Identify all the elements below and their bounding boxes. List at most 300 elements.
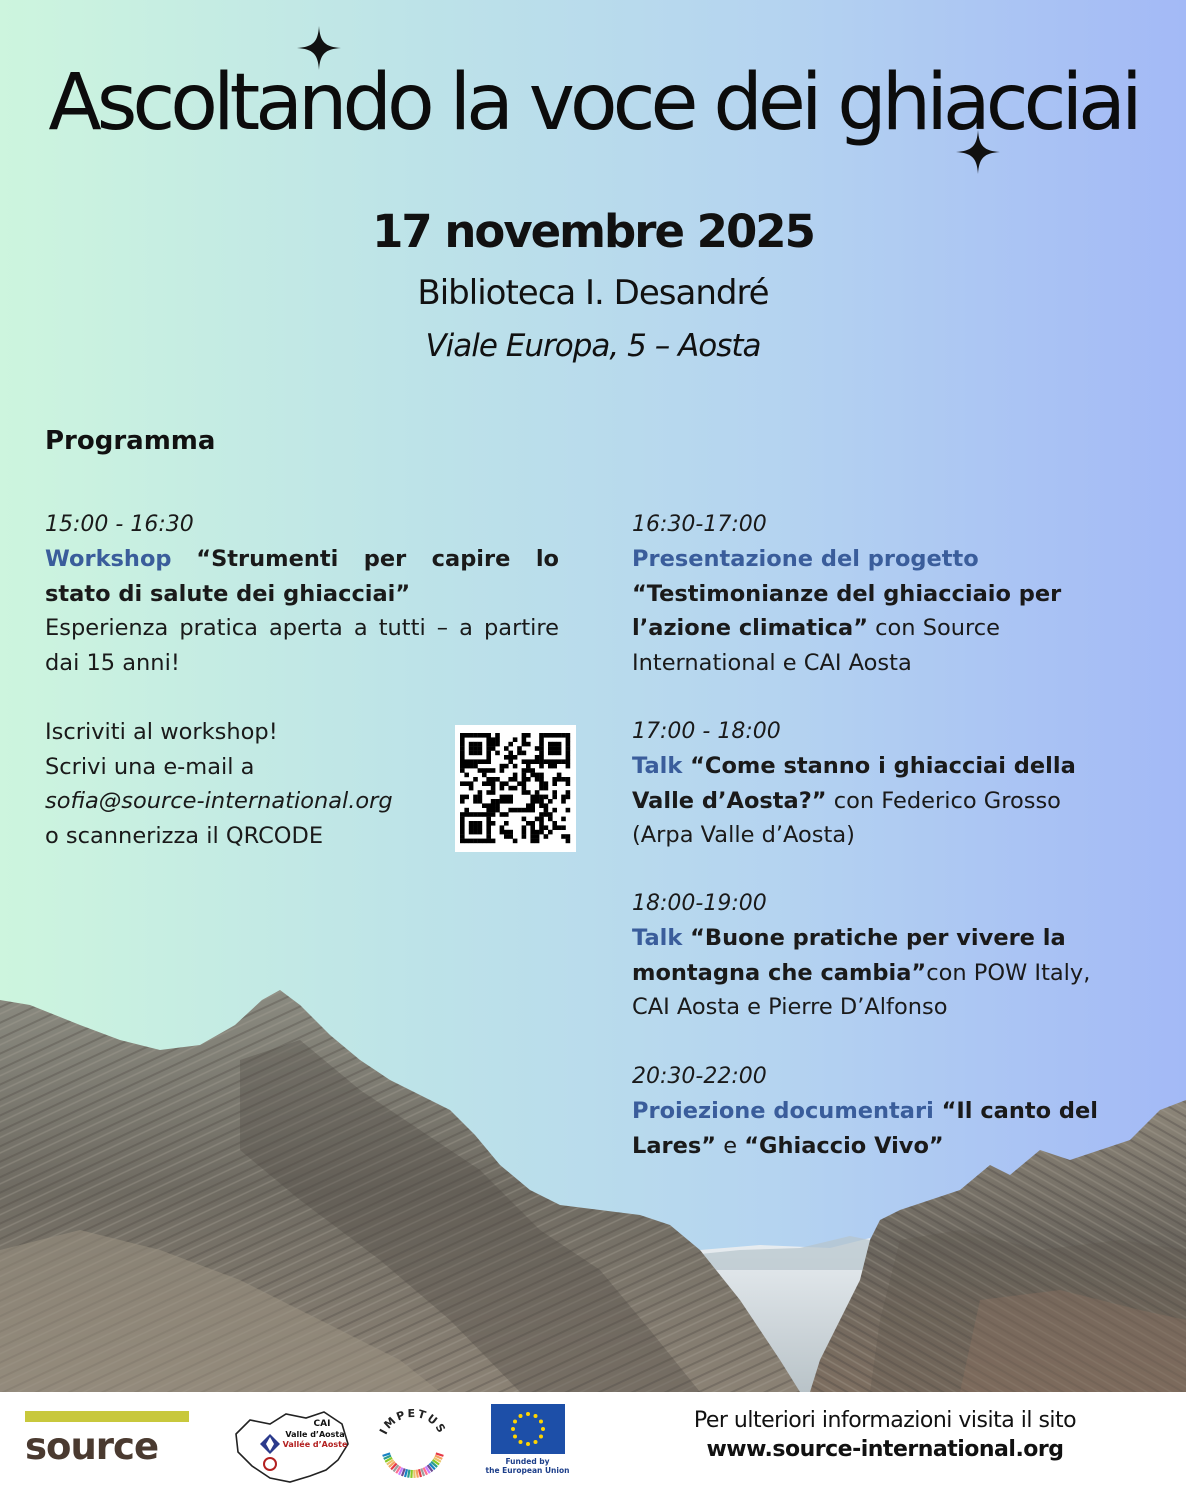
qr-module — [491, 821, 496, 826]
qr-module — [530, 834, 535, 839]
poster-title: Ascoltando la voce dei ghiacciai — [48, 58, 1138, 148]
qr-module — [486, 830, 491, 835]
qr-module — [469, 821, 474, 826]
eu-star-icon — [526, 1412, 530, 1416]
event-title: “Testimonianze del ghiacciaio per l’azione climatica” — [632, 580, 1062, 641]
qr-module — [486, 817, 491, 822]
qr-module — [526, 777, 531, 782]
qr-module — [460, 746, 465, 751]
qr-module — [561, 733, 566, 738]
qr-module — [460, 799, 465, 804]
qr-module — [486, 768, 491, 773]
qr-module — [535, 839, 540, 844]
qr-module — [539, 755, 544, 760]
qr-module — [460, 755, 465, 760]
svg-text:IMPETUS — [377, 1407, 449, 1437]
qr-module — [557, 777, 562, 782]
qr-module — [539, 812, 544, 817]
qr-module — [557, 825, 562, 830]
qr-module — [500, 825, 505, 830]
qr-module — [460, 821, 465, 826]
qr-module — [460, 764, 465, 769]
qr-module — [561, 817, 566, 822]
qr-module — [561, 795, 566, 800]
qr-module — [464, 733, 469, 738]
qr-module — [548, 817, 553, 822]
qr-module — [486, 751, 491, 756]
footer-info-text: Per ulteriori informazioni visita il sito — [693, 1408, 1077, 1433]
cai-logo-text: CAI — [313, 1419, 331, 1429]
qr-module — [469, 746, 474, 751]
qr-module — [495, 808, 500, 813]
qr-module — [500, 764, 505, 769]
eu-star-icon — [539, 1435, 543, 1439]
qr-module — [508, 751, 513, 756]
qr-module — [478, 742, 483, 747]
event-time: 17:00 - 18:00 — [632, 719, 781, 744]
qr-module — [561, 825, 566, 830]
qr-module — [508, 777, 513, 782]
qr-module — [552, 742, 557, 747]
qr-module — [548, 764, 553, 769]
eu-star-icon — [539, 1420, 543, 1424]
qr-module — [486, 777, 491, 782]
qr-module — [539, 733, 544, 738]
event-title: “Come stanno i ghiacciai della Valle d’Aosta?” — [632, 753, 1076, 814]
qr-module — [552, 733, 557, 738]
qr-module — [495, 737, 500, 742]
qr-module — [526, 768, 531, 773]
qr-module — [539, 737, 544, 742]
qr-module — [526, 808, 531, 813]
event-details: e — [716, 1132, 745, 1159]
qr-module — [482, 768, 487, 773]
qr-module — [561, 759, 566, 764]
qr-module — [552, 808, 557, 813]
qr-module — [460, 834, 465, 839]
qr-module — [491, 777, 496, 782]
event-time: 18:00-19:00 — [632, 891, 767, 916]
qr-module — [491, 799, 496, 804]
event-block — [632, 887, 1102, 1025]
qr-module — [473, 759, 478, 764]
qr-module — [526, 803, 531, 808]
qr-module — [469, 764, 474, 769]
program-heading: Programma — [45, 426, 216, 456]
qr-module — [460, 742, 465, 747]
qr-module — [548, 799, 553, 804]
footer-info — [640, 1408, 1130, 1462]
workshop-title — [45, 542, 559, 611]
qr-module — [469, 751, 474, 756]
qr-module — [522, 834, 527, 839]
qr-module — [530, 803, 535, 808]
qr-module — [522, 808, 527, 813]
qr-module — [486, 733, 491, 738]
qr-module — [460, 812, 465, 817]
qr-module — [482, 812, 487, 817]
qr-module — [491, 737, 496, 742]
workshop-description: Esperienza pratica aperta a tutti – a partire dai 15 anni! — [45, 615, 559, 676]
qr-module — [469, 825, 474, 830]
qr-module — [486, 759, 491, 764]
event-date: 17 novembre 2025 — [372, 205, 814, 258]
cai-logo-text: Vallée d’Aoste — [282, 1440, 348, 1449]
qr-module — [539, 830, 544, 835]
qr-module — [557, 773, 562, 778]
qr-module — [460, 759, 465, 764]
qr-module — [535, 830, 540, 835]
qr-module — [469, 830, 474, 835]
qr-module — [486, 839, 491, 844]
qr-module — [552, 821, 557, 826]
qr-module — [486, 821, 491, 826]
qr-module — [539, 759, 544, 764]
qr-module — [566, 777, 571, 782]
qr-module — [469, 733, 474, 738]
impetus-logo — [374, 1404, 452, 1482]
qr-module — [548, 751, 553, 756]
signup-line: Iscriviti al workshop! — [45, 719, 278, 745]
qr-module — [526, 759, 531, 764]
eu-star-icon — [534, 1440, 538, 1444]
qr-module — [539, 781, 544, 786]
qr-module — [566, 808, 571, 813]
qr-module — [513, 773, 518, 778]
qr-module — [544, 825, 549, 830]
qr-module — [478, 768, 483, 773]
qr-module — [504, 799, 509, 804]
qr-module — [495, 777, 500, 782]
eu-star-icon — [541, 1427, 545, 1431]
qr-module — [522, 817, 527, 822]
qr-module — [464, 773, 469, 778]
qr-module — [544, 786, 549, 791]
qr-module — [522, 773, 527, 778]
qr-code-image — [455, 725, 576, 852]
qr-module — [500, 795, 505, 800]
qr-module — [478, 812, 483, 817]
qr-module — [473, 821, 478, 826]
qr-module — [530, 799, 535, 804]
qr-module — [464, 759, 469, 764]
workshop-title-text: “Strumenti per capire lo stato di salute dei ghiacciai” — [45, 546, 559, 607]
qr-module — [482, 733, 487, 738]
qr-module — [473, 830, 478, 835]
qr-module — [500, 768, 505, 773]
qr-module — [517, 781, 522, 786]
qr-module — [522, 830, 527, 835]
qr-module — [561, 834, 566, 839]
qr-module — [473, 742, 478, 747]
qr-module — [544, 803, 549, 808]
qr-module — [508, 786, 513, 791]
qr-module — [508, 759, 513, 764]
qr-module — [500, 786, 505, 791]
qr-module — [478, 830, 483, 835]
qr-module — [522, 759, 527, 764]
qr-module — [548, 759, 553, 764]
qr-module — [469, 781, 474, 786]
qr-module — [508, 799, 513, 804]
qr-module — [548, 812, 553, 817]
qr-module — [522, 737, 527, 742]
qr-module — [491, 803, 496, 808]
qr-module — [504, 764, 509, 769]
qr-module — [566, 834, 571, 839]
qr-module — [535, 759, 540, 764]
qr-module — [535, 755, 540, 760]
qr-module — [508, 808, 513, 813]
qr-module — [557, 742, 562, 747]
qr-module — [522, 742, 527, 747]
eu-logo-text: the European Union — [485, 1466, 570, 1475]
footer — [0, 1392, 1186, 1498]
qr-module — [473, 825, 478, 830]
qr-module — [478, 759, 483, 764]
qr-module — [473, 777, 478, 782]
qr-module — [508, 795, 513, 800]
event-time: 20:30-22:00 — [632, 1064, 767, 1089]
qr-module — [522, 733, 527, 738]
qr-module — [566, 737, 571, 742]
signup-line: o scannerizza il QRCODE — [45, 822, 324, 849]
qr-module — [539, 764, 544, 769]
qr-module — [473, 746, 478, 751]
qr-module — [495, 803, 500, 808]
footer-website-link[interactable]: www.source-international.org — [706, 1437, 1064, 1462]
workshop-block — [45, 508, 559, 680]
eu-star-icon — [513, 1420, 517, 1424]
qr-module — [561, 799, 566, 804]
qr-module — [500, 812, 505, 817]
qr-module — [486, 790, 491, 795]
qr-module — [513, 777, 518, 782]
cai-logo — [230, 1404, 352, 1486]
qr-module — [566, 755, 571, 760]
qr-module — [557, 733, 562, 738]
qr-module — [478, 733, 483, 738]
qr-module — [526, 733, 531, 738]
impetus-logo-text: IMPETUS — [377, 1406, 449, 1437]
qr-module — [464, 795, 469, 800]
qr-module — [495, 733, 500, 738]
qr-module — [535, 834, 540, 839]
qr-module — [508, 755, 513, 760]
qr-module — [495, 742, 500, 747]
qr-module — [508, 742, 513, 747]
qr-module — [469, 812, 474, 817]
qr-module — [460, 737, 465, 742]
event-block — [632, 715, 1102, 853]
qr-module — [539, 821, 544, 826]
qr-module — [522, 786, 527, 791]
qr-module — [495, 799, 500, 804]
qr-module — [535, 795, 540, 800]
event-address: Viale Europa, 5 – Aosta — [425, 328, 761, 364]
qr-module — [539, 751, 544, 756]
qr-module — [535, 790, 540, 795]
eu-star-icon — [513, 1435, 517, 1439]
qr-code[interactable] — [455, 725, 576, 852]
event-kind: Presentazione del progetto — [632, 546, 979, 572]
qr-module — [478, 825, 483, 830]
qr-module — [522, 825, 527, 830]
qr-module — [552, 825, 557, 830]
qr-module — [486, 808, 491, 813]
qr-module — [491, 768, 496, 773]
qr-module — [526, 742, 531, 747]
source-logo-text: source — [25, 1425, 159, 1468]
qr-module — [522, 790, 527, 795]
qr-module — [491, 812, 496, 817]
eu-logo — [485, 1404, 570, 1475]
eu-star-icon — [526, 1442, 530, 1446]
event-kind: Talk — [632, 753, 683, 779]
source-logo-bar — [25, 1411, 189, 1422]
event-details: con Federico Grosso (Arpa Valle d’Aosta) — [632, 787, 1061, 848]
signup-block — [45, 715, 455, 853]
qr-module — [486, 742, 491, 747]
qr-module — [552, 751, 557, 756]
qr-module — [539, 803, 544, 808]
qr-module — [482, 781, 487, 786]
qr-module — [508, 834, 513, 839]
qr-module — [539, 799, 544, 804]
qr-module — [552, 795, 557, 800]
qr-module — [478, 799, 483, 804]
qr-module — [478, 839, 483, 844]
eu-star-icon — [519, 1440, 523, 1444]
qr-module — [486, 737, 491, 742]
qr-module — [491, 839, 496, 844]
qr-module — [548, 733, 553, 738]
qr-module — [557, 751, 562, 756]
qr-module — [491, 746, 496, 751]
qr-module — [530, 821, 535, 826]
qr-module — [491, 786, 496, 791]
qr-module — [460, 781, 465, 786]
qr-module — [552, 781, 557, 786]
qr-module — [473, 839, 478, 844]
qr-module — [513, 786, 518, 791]
qr-module — [504, 834, 509, 839]
qr-module — [504, 755, 509, 760]
signup-line: Scrivi una e-mail a — [45, 753, 255, 780]
qr-module — [486, 812, 491, 817]
event-kind: Proiezione documentari — [632, 1098, 934, 1124]
qr-module — [548, 830, 553, 835]
qr-module — [513, 808, 518, 813]
qr-module — [504, 781, 509, 786]
qr-module — [539, 817, 544, 822]
qr-module — [566, 733, 571, 738]
qr-module — [539, 746, 544, 751]
qr-module — [539, 825, 544, 830]
qr-module — [495, 751, 500, 756]
qr-module — [526, 764, 531, 769]
qr-module — [486, 755, 491, 760]
qr-module — [464, 808, 469, 813]
qr-module — [539, 786, 544, 791]
qr-module — [566, 790, 571, 795]
qr-module — [491, 781, 496, 786]
qr-module — [486, 781, 491, 786]
qr-module — [500, 781, 505, 786]
event-title: “Ghiaccio Vivo” — [744, 1132, 944, 1159]
qr-module — [552, 764, 557, 769]
qr-module — [552, 759, 557, 764]
qr-module — [539, 773, 544, 778]
qr-module — [530, 808, 535, 813]
qr-module — [522, 777, 527, 782]
qr-module — [469, 839, 474, 844]
event-details: con POW Italy, CAI Aosta e Pierre D’Alfonso — [632, 959, 1091, 1020]
qr-module — [552, 777, 557, 782]
qr-module — [517, 808, 522, 813]
qr-module — [469, 759, 474, 764]
qr-module — [473, 812, 478, 817]
qr-module — [513, 764, 518, 769]
qr-module — [491, 742, 496, 747]
qr-module — [544, 733, 549, 738]
qr-module — [544, 812, 549, 817]
event-title: “Il canto del Lares” — [632, 1098, 1098, 1159]
signup-email-link[interactable]: sofia@source-international.org — [45, 788, 393, 814]
qr-module — [460, 830, 465, 835]
qr-module — [504, 795, 509, 800]
event-block — [632, 508, 1102, 680]
qr-module — [513, 755, 518, 760]
qr-module — [530, 795, 535, 800]
event-title: “Buone pratiche per vivere la montagna che cambia” — [632, 925, 1066, 986]
qr-module — [544, 808, 549, 813]
qr-module — [486, 825, 491, 830]
qr-module — [530, 825, 535, 830]
qr-module — [557, 746, 562, 751]
qr-module — [544, 795, 549, 800]
qr-module — [566, 751, 571, 756]
qr-module — [478, 790, 483, 795]
qr-module — [530, 839, 535, 844]
qr-module — [535, 746, 540, 751]
impetus-tick — [405, 1469, 407, 1477]
qr-module — [460, 768, 465, 773]
qr-module — [504, 830, 509, 835]
qr-module — [544, 834, 549, 839]
eu-logo-text: Funded by — [505, 1457, 550, 1466]
qr-module — [548, 746, 553, 751]
qr-module — [473, 795, 478, 800]
qr-module — [539, 742, 544, 747]
qr-module — [460, 751, 465, 756]
qr-module — [552, 790, 557, 795]
qr-module — [491, 808, 496, 813]
qr-module — [478, 795, 483, 800]
qr-module — [566, 839, 571, 844]
qr-module — [469, 786, 474, 791]
qr-module — [500, 799, 505, 804]
qr-module — [535, 777, 540, 782]
qr-module — [513, 839, 518, 844]
qr-module — [473, 733, 478, 738]
qr-module — [500, 830, 505, 835]
event-kind: Talk — [632, 925, 683, 951]
qr-module — [486, 834, 491, 839]
impetus-tick — [419, 1469, 421, 1477]
qr-module — [460, 795, 465, 800]
qr-module — [530, 759, 535, 764]
